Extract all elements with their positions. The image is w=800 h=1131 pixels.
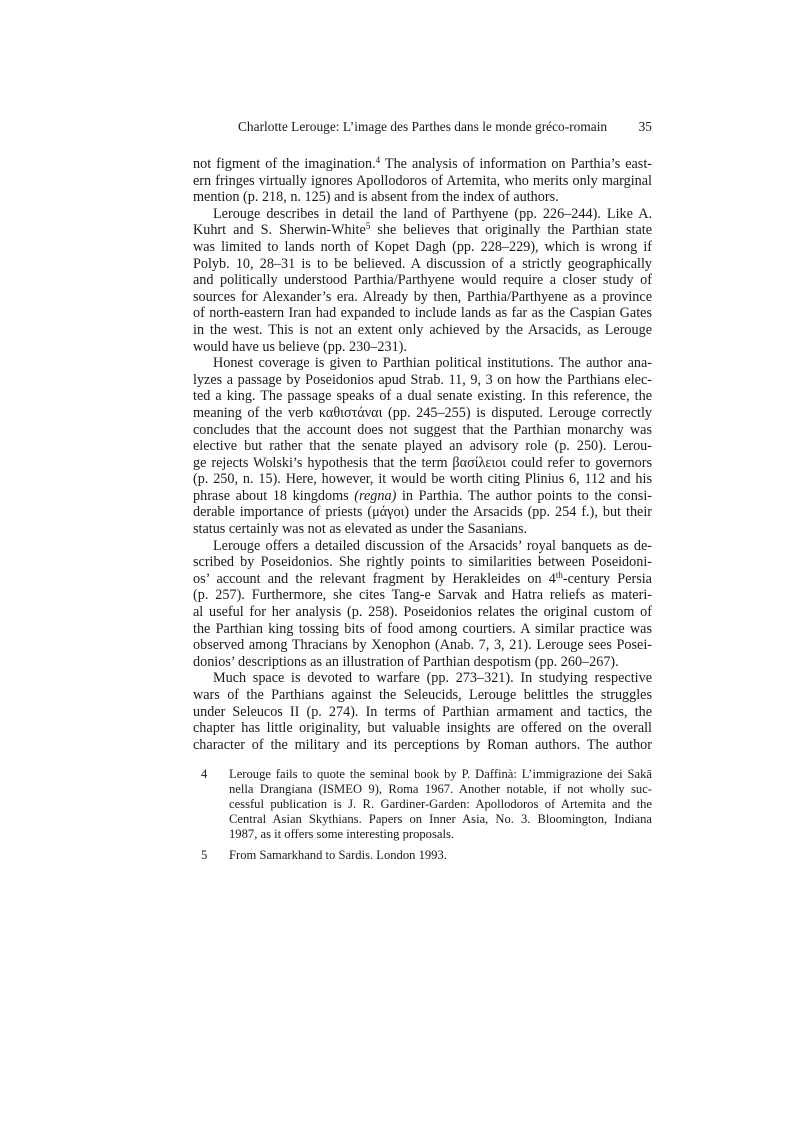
text-line: character of the military and its perceptions by Roman authors. The author [193,736,652,753]
text-line: would have us believe (pp. 230–231). [193,338,407,355]
text-line: Lerouge offers a detailed discussion of the Arsacids’ royal banquets as de- [213,537,652,554]
text-segment: -century Persia [562,570,652,587]
text-line: of north-eastern Iran had expanded to include lands as far as the Caspian Gates [193,305,652,322]
text-line: cessful publication is J. R. Gardiner-Garden: Apollodoros of Artemita and the [229,796,652,811]
text-line: Lerouge fails to quote the seminal book by P. Daffinà: L’immigrazione dei Sakā [229,767,652,781]
text-segment: The analysis of information on Parthia’s east- [380,156,652,172]
text-line [193,488,652,505]
text-line: Polyb. 10, 28–31 is to be believed. A discussion of a strictly geographically [193,255,652,272]
paragraph [193,355,652,538]
text-segment: os’ account and the relevant fragment by Herakleides on 4 [193,570,556,587]
text-line [193,571,652,588]
text-segment: phrase about 18 kingdoms [193,487,355,504]
text-line: status certainly was not as elevated as under the Sasanians. [193,521,528,538]
text-line: donios’ descriptions as an illustration of Parthian despotism (pp. 260–267). [193,653,619,670]
paragraph [193,156,652,206]
text-line: wars of the Parthians against the Seleucids, Lerouge belittles the struggles [193,687,652,703]
text-line: From Samarkhand to Sardis. London 1993. [229,848,447,863]
text-segment: not figment of the imagination. [193,156,376,172]
footnote-number: 5 [201,848,208,863]
superscript: 5 [365,221,371,232]
text-line: ge rejects Wolski’s hypothesis that the term βασίλειοι could refer to governors [193,454,652,471]
running-title: Charlotte Lerouge: L’image des Parthes dans le monde gréco-romain [238,119,608,134]
text-line: Lerouge describes in detail the land of Parthyene (pp. 226–244). Like A. [213,205,652,222]
main-text [193,156,652,753]
text-line: Much space is devoted to warfare (pp. 273–321). In studying respective [213,670,652,687]
text-line: nella Drangiana (ISMEO 9), Roma 1967. Another notable, if not wholly suc- [229,781,652,796]
text-line: Central Asian Skythians. Papers on Inner Asia, No. 3. Bloomington, Indiana [229,811,652,826]
text-line: chapter has little originality, but valuable insights are offered on the overall [193,720,652,737]
text-line [193,156,652,173]
text-line: (p. 250, n. 15). Here, however, it would be worth citing Plinius 6, 112 and his [193,471,652,488]
superscript: th [555,569,563,580]
italic-text: (regna) [354,487,397,504]
text-line: elective but rather that the senate played an advisory role (p. 250). Lerou- [193,438,652,455]
superscript: 4 [375,155,381,165]
text-line: lyzes a passage by Poseidonios apud Strab. 11, 9, 3 on how the Parthians elec- [193,371,652,388]
text-segment: in Parthia. The author points to the consi- [396,487,652,504]
text-line: scribed by Poseidonios. She rightly points to similarities between Poseidoni- [193,554,652,571]
text-line: ern fringes virtually ignores Apollodoros of Artemita, who merits only marginal [193,172,652,189]
text-line: ted a king. The passage speaks of a dual senate existing. In this reference, the [193,388,652,405]
text-line [193,222,652,239]
text-line: the Parthian king tossing bits of food among courtiers. A similar practice was [193,620,652,637]
text-line: under Seleucos II (p. 274). In terms of Parthian armament and tactics, the [193,703,652,720]
page-number: 35 [638,119,652,134]
text-segment: Kuhrt and S. Sherwin-White [193,222,366,239]
text-line: in the west. This is not an extent only achieved by the Arsacids, as Lerouge [193,321,652,338]
paragraph [193,206,652,355]
text-line: (p. 257). Furthermore, she cites Tang-e Sarvak and Hatra reliefs as materi- [193,587,652,604]
text-line: and politically understood Parthia/Parthyene would require a closer study of [193,272,652,289]
running-header [238,119,652,135]
text-line: meaning of the verb καθιστάναι (pp. 245–255) is disputed. Lerouge correctly [193,404,652,421]
paragraph [193,670,652,753]
text-line: sources for Alexander’s era. Already by then, Parthia/Parthyene as a province [193,288,652,305]
footnote [201,848,652,863]
text-segment: she believes that originally the Parthian state [370,222,652,239]
text-line: 1987, as it offers some interesting proposals. [229,826,455,841]
text-line: Honest coverage is given to Parthian political institutions. The author ana- [213,355,652,372]
text-line: was limited to lands north of Kopet Dagh (pp. 228–229), which is wrong if [193,238,652,255]
text-line: observed among Thracians by Xenophon (Anab. 7, 3, 21). Lerouge sees Posei- [193,637,652,654]
footnote [201,767,652,841]
footnotes [201,767,652,870]
text-line: concludes that the account does not suggest that the Parthian monarchy was [193,421,652,438]
text-line: mention (p. 218, n. 125) and is absent from the index of authors. [193,189,559,206]
text-line: derable importance of priests (μάγοι) under the Arsacids (pp. 254 f.), but their [193,504,652,521]
text-line: al useful for her analysis (p. 258). Poseidonios relates the original custom of [193,604,652,621]
paragraph [193,538,652,671]
footnote-number: 4 [201,767,208,781]
